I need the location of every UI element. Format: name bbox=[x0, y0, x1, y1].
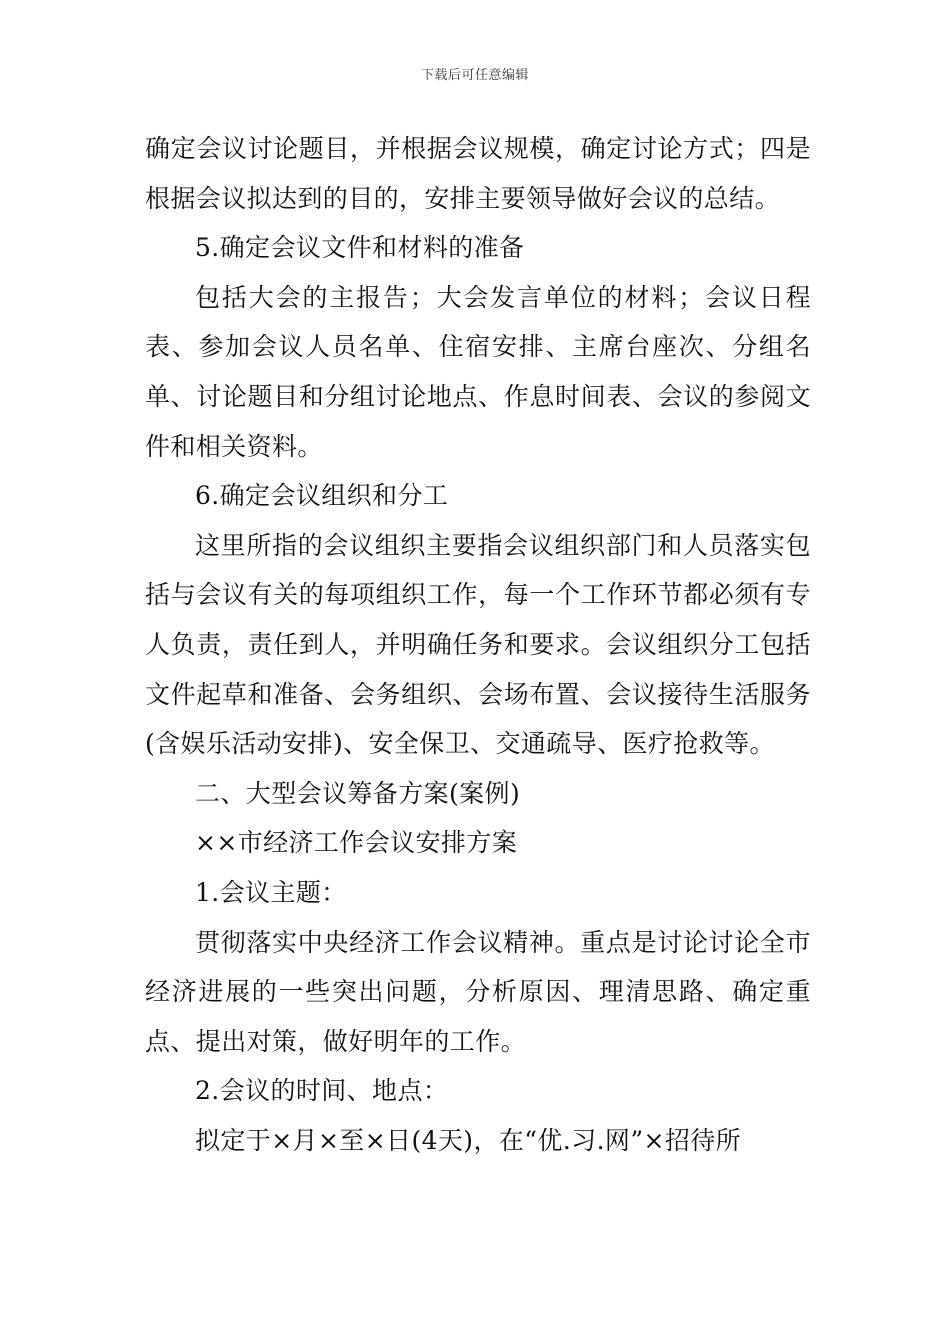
plan-title: ××市经济工作会议安排方案 bbox=[195, 828, 518, 858]
paragraph-continuation: 确定会议讨论题目，并根据会议规模，确定讨论方式；四是根据会议拟达到的目的，安排主要领导做好会议的总结。 bbox=[145, 134, 811, 213]
paragraph-theme: 贯彻落实中央经济工作会议精神。重点是讨论讨论全市经济进展的一些突出问题，分析原因、理清思路、确定重点、提出对策，做好明年的工作。 bbox=[145, 927, 811, 1056]
paragraph-time-place: 拟定于×月×至×日(4天)，在“优.习.网”×招待所 bbox=[195, 1125, 742, 1155]
paragraph-materials: 包括大会的主报告；大会发言单位的材料；会议日程表、参加会议人员名单、住宿安排、主席台座次、分组名单、讨论题目和分组讨论地点、作息时间表、会议的参阅文件和相关资料。 bbox=[145, 282, 811, 461]
item-heading-1: 1.会议主题： bbox=[195, 877, 347, 907]
paragraph-organization: 这里所指的会议组织主要指会议组织部门和人员落实包括与会议有关的每项组织工作，每一个工作环节都必须有专人负责，责任到人，并明确任务和要求。会议组织分工包括文件起草和准备、会务组织、会场布置、会议接待生活服务(含娱乐活动安排)、安全保卫、交通疏导、医疗抢救等。 bbox=[145, 530, 811, 759]
page-header: 下载后可任意编辑 bbox=[420, 68, 529, 83]
document-body bbox=[145, 124, 811, 1165]
item-heading-2: 2.会议的时间、地点： bbox=[195, 1076, 449, 1106]
section-heading-5: 5.确定会议文件和材料的准备 bbox=[195, 233, 525, 263]
chapter-heading-2: 二、大型会议筹备方案(案例) bbox=[195, 778, 521, 808]
section-heading-6: 6.确定会议组织和分工 bbox=[195, 481, 449, 511]
